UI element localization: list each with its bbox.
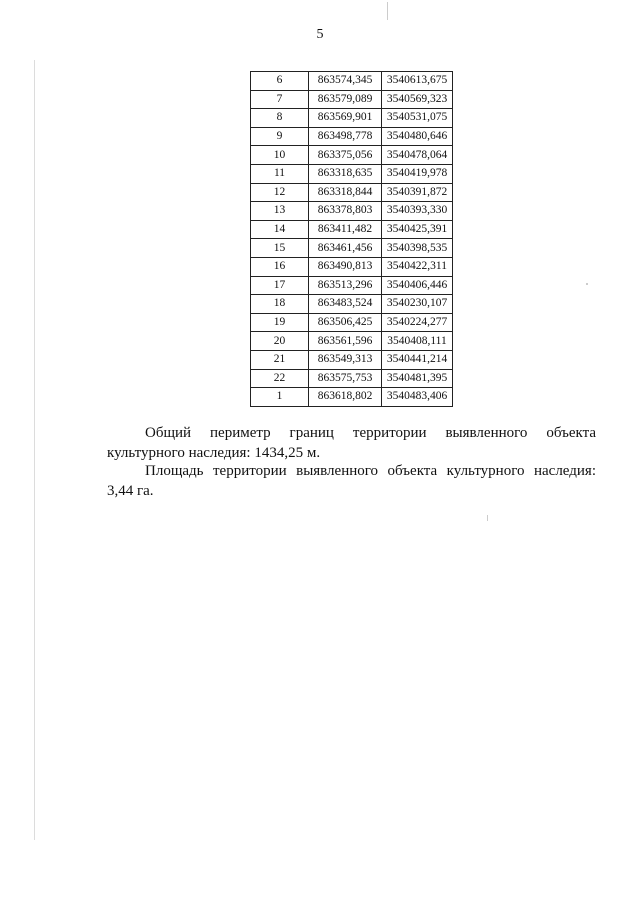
point-number-cell: 18 <box>251 295 309 314</box>
point-number-cell: 17 <box>251 276 309 295</box>
table-row <box>251 146 453 165</box>
x-coordinate-cell: 863569,901 <box>309 109 382 128</box>
x-coordinate-cell: 863575,753 <box>309 369 382 388</box>
x-coordinate-cell: 863490,813 <box>309 257 382 276</box>
point-number-cell: 6 <box>251 72 309 91</box>
table-row <box>251 295 453 314</box>
point-number-cell: 20 <box>251 332 309 351</box>
x-coordinate-cell: 863498,778 <box>309 127 382 146</box>
y-coordinate-cell: 3540408,111 <box>382 332 453 351</box>
point-number-cell: 11 <box>251 164 309 183</box>
table-row <box>251 220 453 239</box>
y-coordinate-cell: 3540531,075 <box>382 109 453 128</box>
y-coordinate-cell: 3540393,330 <box>382 202 453 221</box>
scan-dot <box>586 283 588 285</box>
y-coordinate-cell: 3540224,277 <box>382 313 453 332</box>
scan-dot <box>487 515 488 521</box>
point-number-cell: 15 <box>251 239 309 258</box>
perimeter-paragraph: Общий периметр границ территории выявленного объекта культурного наследия: 1434,25 м. <box>107 425 596 461</box>
scan-line-left <box>34 60 35 840</box>
y-coordinate-cell: 3540422,311 <box>382 257 453 276</box>
x-coordinate-cell: 863574,345 <box>309 72 382 91</box>
point-number-cell: 10 <box>251 146 309 165</box>
table-row <box>251 350 453 369</box>
x-coordinate-cell: 863549,313 <box>309 350 382 369</box>
table-row <box>251 109 453 128</box>
y-coordinate-cell: 3540569,323 <box>382 90 453 109</box>
table-row <box>251 72 453 91</box>
x-coordinate-cell: 863378,803 <box>309 202 382 221</box>
y-coordinate-cell: 3540481,395 <box>382 369 453 388</box>
y-coordinate-cell: 3540391,872 <box>382 183 453 202</box>
page-number: 5 <box>316 27 324 42</box>
x-coordinate-cell: 863618,802 <box>309 388 382 407</box>
area-paragraph: Площадь территории выявленного объекта культурного наследия: 3,44 га. <box>107 463 596 499</box>
point-number-cell: 9 <box>251 127 309 146</box>
table-row <box>251 388 453 407</box>
x-coordinate-cell: 863411,482 <box>309 220 382 239</box>
point-number-cell: 12 <box>251 183 309 202</box>
table-row <box>251 90 453 109</box>
coordinates-table <box>250 71 453 407</box>
table-row <box>251 369 453 388</box>
y-coordinate-cell: 3540441,214 <box>382 350 453 369</box>
table-row <box>251 332 453 351</box>
point-number-cell: 7 <box>251 90 309 109</box>
y-coordinate-cell: 3540406,446 <box>382 276 453 295</box>
point-number-cell: 1 <box>251 388 309 407</box>
y-coordinate-cell: 3540483,406 <box>382 388 453 407</box>
x-coordinate-cell: 863506,425 <box>309 313 382 332</box>
table-row <box>251 257 453 276</box>
table-row <box>251 202 453 221</box>
x-coordinate-cell: 863513,296 <box>309 276 382 295</box>
x-coordinate-cell: 863318,635 <box>309 164 382 183</box>
point-number-cell: 8 <box>251 109 309 128</box>
y-coordinate-cell: 3540419,978 <box>382 164 453 183</box>
x-coordinate-cell: 863375,056 <box>309 146 382 165</box>
y-coordinate-cell: 3540398,535 <box>382 239 453 258</box>
y-coordinate-cell: 3540613,675 <box>382 72 453 91</box>
x-coordinate-cell: 863579,089 <box>309 90 382 109</box>
scan-line-top <box>387 2 388 20</box>
table-row <box>251 164 453 183</box>
point-number-cell: 19 <box>251 313 309 332</box>
table-row <box>251 276 453 295</box>
point-number-cell: 22 <box>251 369 309 388</box>
coordinates-table-body <box>251 72 453 407</box>
y-coordinate-cell: 3540478,064 <box>382 146 453 165</box>
x-coordinate-cell: 863483,524 <box>309 295 382 314</box>
point-number-cell: 16 <box>251 257 309 276</box>
x-coordinate-cell: 863318,844 <box>309 183 382 202</box>
x-coordinate-cell: 863561,596 <box>309 332 382 351</box>
table-row <box>251 313 453 332</box>
y-coordinate-cell: 3540425,391 <box>382 220 453 239</box>
y-coordinate-cell: 3540480,646 <box>382 127 453 146</box>
x-coordinate-cell: 863461,456 <box>309 239 382 258</box>
table-row <box>251 239 453 258</box>
point-number-cell: 21 <box>251 350 309 369</box>
table-row <box>251 127 453 146</box>
point-number-cell: 13 <box>251 202 309 221</box>
table-row <box>251 183 453 202</box>
point-number-cell: 14 <box>251 220 309 239</box>
y-coordinate-cell: 3540230,107 <box>382 295 453 314</box>
